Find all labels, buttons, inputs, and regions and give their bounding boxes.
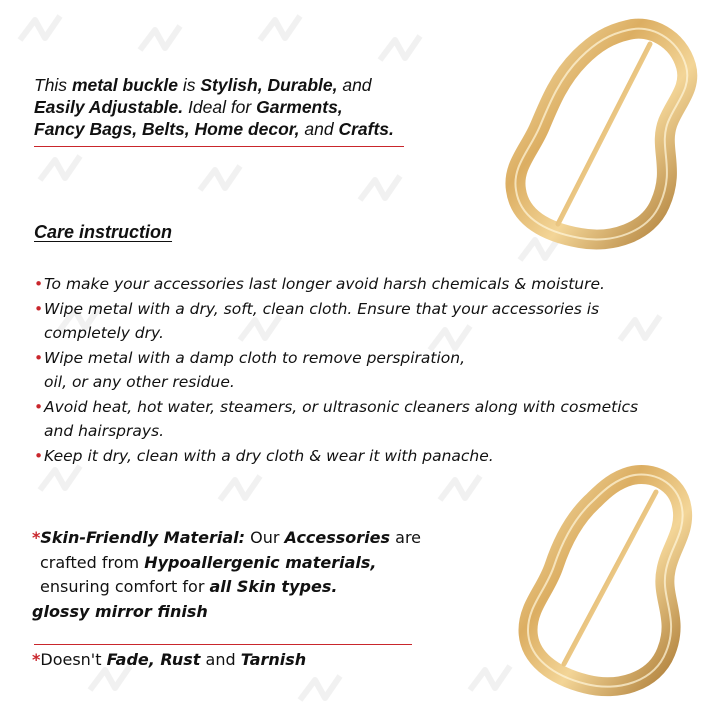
list-item: • Avoid heat, hot water, steamers, or ultrasonic cleaners along with cosmetics and hairsprays. [34, 395, 674, 444]
intro-line-3: Fancy Bags, Belts, Home decor, and Crafts. [34, 119, 394, 139]
fade-line: *Doesn't Fade, Rust and Tarnish [32, 650, 307, 669]
material-line-2: crafted from Hypoallergenic materials, [40, 552, 377, 572]
buckle-image-top [500, 18, 700, 258]
care-list [34, 272, 674, 468]
intro-line-1: This metal buckle is Stylish, Durable, and [34, 75, 372, 95]
list-item: • Wipe metal with a dry, soft, clean cloth. Ensure that your accessories is completely dry. [34, 297, 674, 346]
bullet-icon: • [34, 397, 44, 416]
divider-top [34, 146, 404, 147]
list-item: • Keep it dry, clean with a dry cloth & wear it with panache. [34, 444, 674, 469]
list-item: • To make your accessories last longer avoid harsh chemicals & moisture. [34, 272, 674, 297]
bullet-icon: • [34, 275, 44, 293]
care-heading: Care instruction [34, 222, 173, 242]
material-line-1: *Skin-Friendly Material: Our Accessories are [32, 528, 422, 547]
list-item: • Wipe metal with a damp cloth to remove perspiration, oil, or any other residue. [34, 346, 674, 395]
bullet-icon: • [34, 446, 44, 465]
bullet-icon: • [34, 348, 44, 367]
divider-bottom [34, 644, 412, 645]
intro-line-2: Easily Adjustable. Ideal for Garments, [34, 97, 343, 117]
gold-buckle-icon [528, 474, 683, 686]
gold-buckle-icon [515, 29, 687, 240]
material-line-3: ensuring comfort for all Skin types. [40, 577, 338, 596]
material-line-4: glossy mirror finish [32, 601, 208, 621]
buckle-image-bottom [510, 462, 700, 702]
material-paragraph [32, 526, 452, 624]
bullet-icon: • [34, 299, 44, 318]
intro-paragraph [34, 74, 504, 140]
